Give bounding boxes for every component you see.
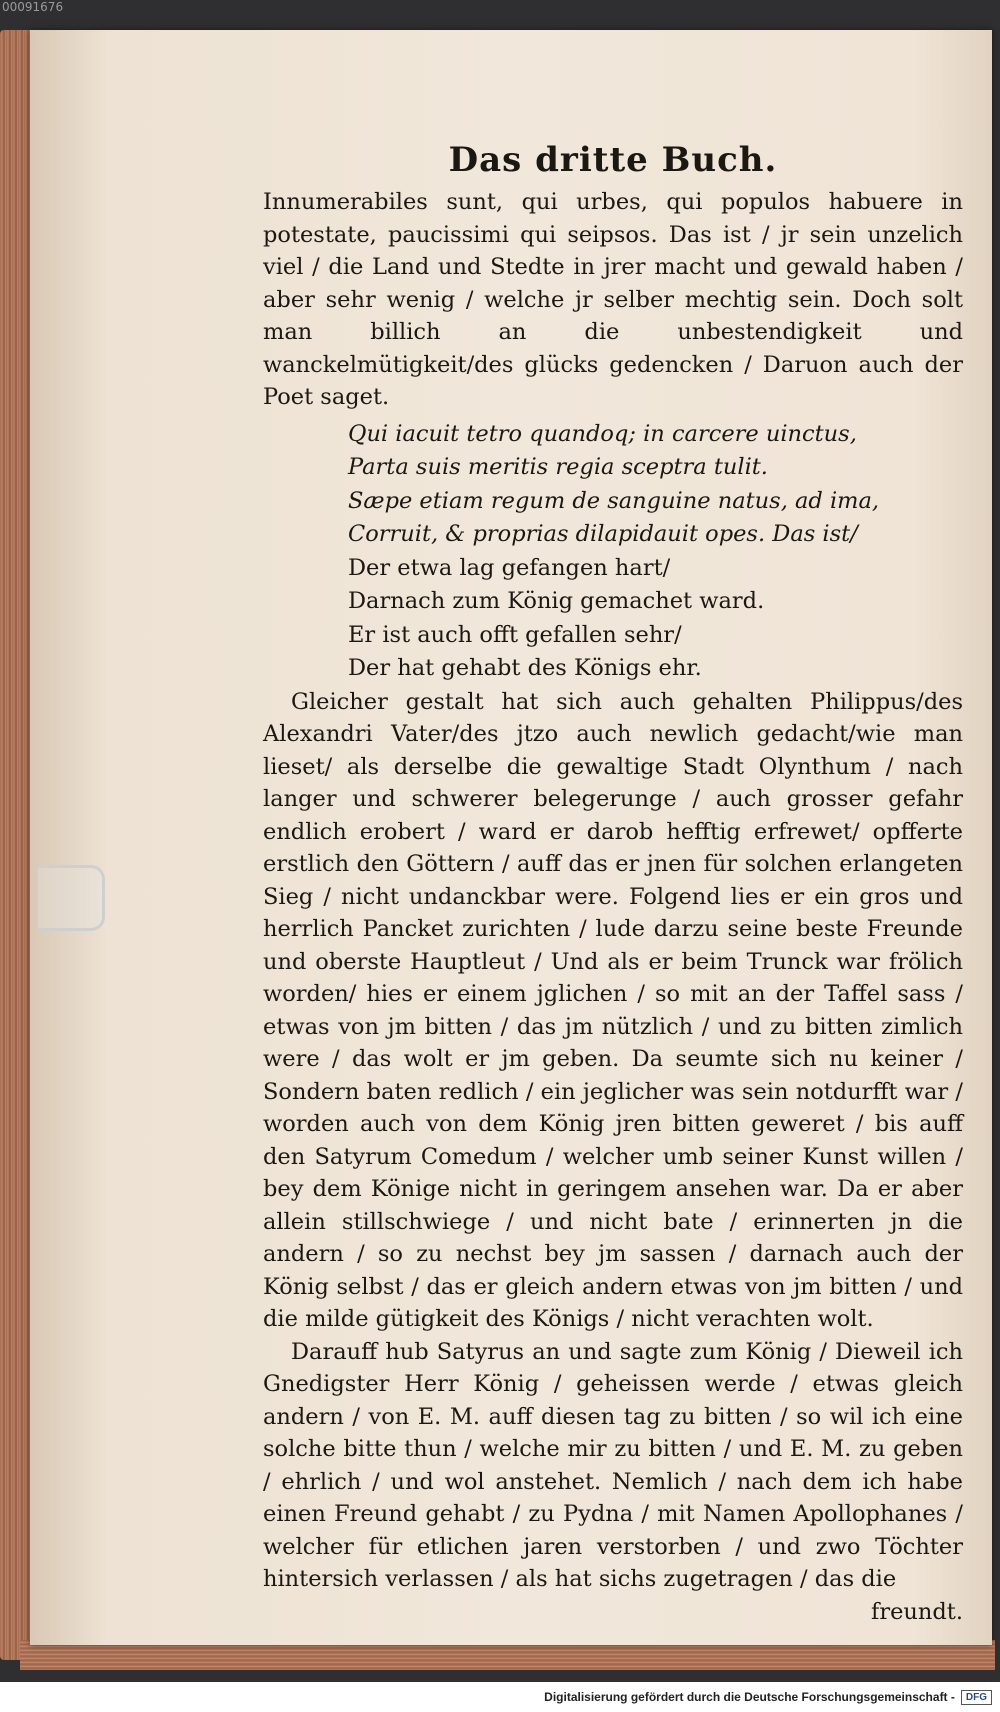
verse-line: Er ist auch offt gefallen sehr/ [348, 621, 682, 648]
verse-line: Qui iacuit tetro quandoq; in carcere uinctus, [348, 420, 857, 447]
paragraph-3: Darauff hub Satyrus an und sagte zum König / Dieweil ich Gnedigster Herr König / geheissen werde / etwas gleich andern / von E. M. auff diesen tag zu bitten / so wil ich eine solche bitte thun / welche mir zu bitten / und E. M. zu geben / ehrlich / und wol anstehet. Nemlich / nach dem ich habe einen Freund gehabt / zu Pydna / mit Namen Apollophanes / welcher für etlichen jaren verstorben / und zwo Töchter hintersich verlassen / als hat sichs zugetragen / das die [263, 1338, 963, 1592]
page-heading: Das dritte Buch. [448, 140, 778, 180]
verse-line: Sæpe etiam regum de sanguine natus, ad ima, [348, 487, 880, 514]
dfg-logo: DFG [961, 1690, 992, 1705]
paragraph-1: Innumerabiles sunt, qui urbes, qui populos habuere in potestate, paucissimi qui seipsos. Das ist / jr sein unzelich viel / die Land und Stedte in jrer macht und gewald haben / aber sehr wenig / welche jr selber mechtig sein. Doch solt man billich an die unbestendigkeit und wanckelmütigkeit/des glücks gedencken / Daruon auch der Poet saget. [263, 189, 963, 410]
verse-line: Der hat gehabt des Königs ehr. [348, 655, 702, 681]
image-id-label: 00091676 [2, 0, 64, 14]
verse-line: Corruit, & proprias dilapidauit opes. Das ist/ [348, 521, 858, 547]
verse-line: Darnach zum König gemachet ward. [348, 588, 765, 614]
page-clip [38, 865, 105, 931]
catchword: freundt. [871, 1598, 963, 1625]
footer-credit: Digitalisierung gefördert durch die Deutsche Forschungsgemeinschaft - [544, 1690, 955, 1704]
paragraph-2: Gleicher gestalt hat sich auch gehalten Philippus/des Alexandri Vater/des jtzo auch newlich gedacht/wie man lieset/ als derselbe die gewaltige Stadt Olynthum / nach langer und schwerer belegerunge / auch grosser gefahr endlich erobert / ward er darob hefftig erfrewet/ opfferte erstlich den Göttern / auff das er jnen für solchen erlangeten Sieg / nicht undanckbar were. Folgend lies er ein gros und herrlich Pancket zurichten / lude darzu seine beste Freunde und oberste Hauptleut / Und als er beim Trunck war frölich worden/ hies er einem jglichen / so mit an der Taffel sass / etwas von jm bitten / das jm nützlich / und zu bitten zimlich were / das wolt er jm geben. Da seumte sich nu keiner / Sondern baten redlich / ein jeglicher was sein notdurfft war / worden auch von dem König jren bitten geweret / bis auff den Satyrum Comedum / welcher umb seiner Kunst willen / bey dem Könige nicht in geringem ansehen war. Da er aber allein stillschwiege / und nicht bate / erinnerten jn die andern / so zu nechst bey jm sassen / darnach auch der König selbst / das er gleich andern etwas von jm bitten / und die milde gütigkeit des Königs / nicht verachten wolt. [263, 688, 963, 1332]
verse-line: Der etwa lag gefangen hart/ [348, 554, 671, 581]
footer-bar [0, 1682, 1000, 1712]
verse-block [348, 418, 963, 686]
verse-line: Parta suis meritis regia sceptra tulit. [348, 454, 768, 480]
page-text [263, 140, 963, 1628]
